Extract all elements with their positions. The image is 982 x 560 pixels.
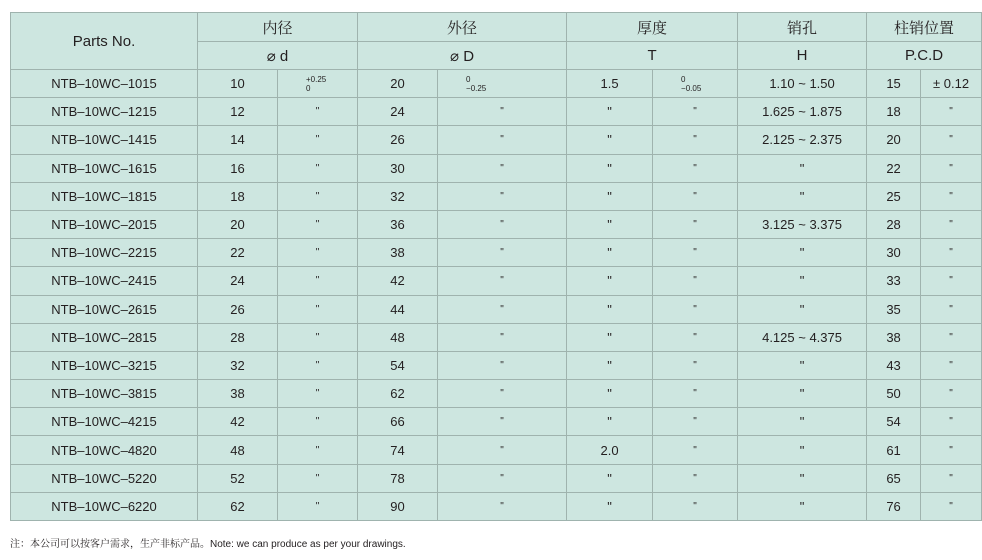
outer-diameter-cell: 90 <box>358 492 438 520</box>
table-row <box>11 182 982 210</box>
thickness-cell: 2.0 <box>567 436 653 464</box>
thickness-cell: " <box>567 98 653 126</box>
d-upper-tolerance: +0.25 <box>306 74 327 84</box>
thickness-cell: " <box>567 295 653 323</box>
inner-diameter-tolerance-cell: " <box>278 98 358 126</box>
pcd-cell: 54 <box>867 408 921 436</box>
d-lower-tolerance: 0 <box>306 83 311 93</box>
table-row <box>11 98 982 126</box>
thickness-tolerance-cell: " <box>653 492 738 520</box>
pcd-cell: 35 <box>867 295 921 323</box>
inner-diameter-tolerance-cell: " <box>278 408 358 436</box>
pcd-tolerance-cell: " <box>921 126 982 154</box>
pcd-tolerance-cell: " <box>921 492 982 520</box>
thickness-tolerance-cell: " <box>653 408 738 436</box>
pin-hole-cell: 2.125 ~ 2.375 <box>738 126 867 154</box>
pin-position-header: 柱销位置 <box>867 13 982 42</box>
inner-diameter-tolerance-cell: " <box>278 295 358 323</box>
table-row <box>11 464 982 492</box>
pcd-cell: 43 <box>867 351 921 379</box>
thickness-cell: " <box>567 464 653 492</box>
thickness-cell: " <box>567 380 653 408</box>
outer-diameter-cell: 44 <box>358 295 438 323</box>
pin-hole-cell: " <box>738 380 867 408</box>
table-row <box>11 267 982 295</box>
outer-diameter-tolerance-cell: " <box>438 351 567 379</box>
thickness-tolerance-cell: " <box>653 323 738 351</box>
thickness-cell: " <box>567 210 653 238</box>
outer-diameter-tolerance-cell: " <box>438 154 567 182</box>
outer-diameter-cell: 32 <box>358 182 438 210</box>
part-number-cell: NTB–10WC–6220 <box>11 492 198 520</box>
inner-diameter-header: 内径 <box>198 13 358 42</box>
outer-diameter-tolerance-cell: " <box>438 182 567 210</box>
outer-diameter-cell: 20 <box>358 70 438 98</box>
pcd-cell: 76 <box>867 492 921 520</box>
pcd-symbol: P.C.D <box>867 42 982 70</box>
outer-diameter-cell: 26 <box>358 126 438 154</box>
inner-diameter-cell: 14 <box>198 126 278 154</box>
outer-diameter-tolerance-cell: " <box>438 210 567 238</box>
pin-hole-cell: " <box>738 492 867 520</box>
thickness-header: 厚度 <box>567 13 738 42</box>
thickness-tolerance-cell: " <box>653 464 738 492</box>
pin-hole-cell: " <box>738 295 867 323</box>
pin-hole-cell: " <box>738 182 867 210</box>
T-lower-tolerance: −0.05 <box>681 83 702 93</box>
thickness-tolerance-cell: " <box>653 126 738 154</box>
table-row <box>11 380 982 408</box>
T-upper-tolerance: 0 <box>681 74 686 84</box>
inner-diameter-cell: 42 <box>198 408 278 436</box>
pcd-cell: 61 <box>867 436 921 464</box>
thickness-tolerance-cell: " <box>653 182 738 210</box>
D-lower-tolerance: −0.25 <box>466 83 487 93</box>
pin-hole-symbol: H <box>738 42 867 70</box>
spec-table <box>10 12 982 521</box>
inner-diameter-tolerance-cell: " <box>278 380 358 408</box>
outer-diameter-tolerance-cell: " <box>438 464 567 492</box>
thickness-tolerance-cell: " <box>653 267 738 295</box>
table-row <box>11 351 982 379</box>
D-upper-tolerance: 0 <box>466 74 471 84</box>
table-row <box>11 492 982 520</box>
pin-hole-cell: " <box>738 436 867 464</box>
outer-diameter-cell: 42 <box>358 267 438 295</box>
footnote: 注：本公司可以按客户需求，生产非标产品。Note: we can produce as per your drawings. <box>10 539 406 550</box>
inner-diameter-tolerance-cell: " <box>278 126 358 154</box>
outer-diameter-tolerance-cell: " <box>438 380 567 408</box>
pcd-cell: 28 <box>867 210 921 238</box>
outer-diameter-tolerance-cell: " <box>438 267 567 295</box>
inner-diameter-tolerance-cell: " <box>278 492 358 520</box>
inner-diameter-tolerance-cell: " <box>278 351 358 379</box>
inner-diameter-cell: 22 <box>198 239 278 267</box>
part-number-cell: NTB–10WC–2415 <box>11 267 198 295</box>
inner-diameter-tolerance-cell: " <box>278 436 358 464</box>
table-row <box>11 70 982 98</box>
inner-diameter-cell: 16 <box>198 154 278 182</box>
table-row <box>11 408 982 436</box>
inner-diameter-tolerance-cell: " <box>278 239 358 267</box>
outer-diameter-tolerance-cell: " <box>438 295 567 323</box>
outer-diameter-tolerance-cell: " <box>438 98 567 126</box>
outer-diameter-cell: 66 <box>358 408 438 436</box>
table-row <box>11 295 982 323</box>
pin-hole-cell: " <box>738 239 867 267</box>
part-number-cell: NTB–10WC–2615 <box>11 295 198 323</box>
inner-diameter-tolerance-cell: " <box>278 323 358 351</box>
pin-hole-cell: " <box>738 154 867 182</box>
outer-diameter-cell: 36 <box>358 210 438 238</box>
thickness-cell: " <box>567 126 653 154</box>
inner-diameter-cell: 26 <box>198 295 278 323</box>
pcd-tolerance-cell: " <box>921 408 982 436</box>
table-row <box>11 323 982 351</box>
parts-no-header: Parts No. <box>11 13 198 70</box>
part-number-cell: NTB–10WC–4820 <box>11 436 198 464</box>
thickness-tolerance-cell <box>653 70 738 98</box>
thickness-cell: " <box>567 182 653 210</box>
part-number-cell: NTB–10WC–1815 <box>11 182 198 210</box>
pcd-cell: 22 <box>867 154 921 182</box>
inner-diameter-tolerance-cell: " <box>278 464 358 492</box>
pcd-cell: 50 <box>867 380 921 408</box>
header-row-titles <box>11 13 982 42</box>
inner-diameter-cell: 48 <box>198 436 278 464</box>
inner-diameter-cell: 10 <box>198 70 278 98</box>
pcd-cell: 30 <box>867 239 921 267</box>
part-number-cell: NTB–10WC–2215 <box>11 239 198 267</box>
pcd-cell: 38 <box>867 323 921 351</box>
thickness-cell: " <box>567 351 653 379</box>
table-row <box>11 436 982 464</box>
inner-diameter-cell: 20 <box>198 210 278 238</box>
pcd-tolerance-cell: " <box>921 380 982 408</box>
pin-hole-cell: " <box>738 464 867 492</box>
pcd-cell: 20 <box>867 126 921 154</box>
thickness-symbol: T <box>567 42 738 70</box>
thickness-cell: " <box>567 492 653 520</box>
thickness-tolerance-cell: " <box>653 98 738 126</box>
thickness-tolerance-cell: " <box>653 436 738 464</box>
thickness-tolerance-cell: " <box>653 210 738 238</box>
outer-diameter-cell: 74 <box>358 436 438 464</box>
pin-hole-cell: " <box>738 408 867 436</box>
thickness-tolerance-cell: " <box>653 380 738 408</box>
thickness-tolerance-cell: " <box>653 351 738 379</box>
pcd-tolerance-cell: " <box>921 182 982 210</box>
part-number-cell: NTB–10WC–3215 <box>11 351 198 379</box>
pin-hole-cell: 1.10 ~ 1.50 <box>738 70 867 98</box>
part-number-cell: NTB–10WC–5220 <box>11 464 198 492</box>
pcd-tolerance-cell: ± 0.12 <box>921 70 982 98</box>
thickness-cell: " <box>567 239 653 267</box>
pcd-tolerance-cell: " <box>921 154 982 182</box>
inner-diameter-cell: 18 <box>198 182 278 210</box>
thickness-cell: " <box>567 267 653 295</box>
pcd-tolerance-cell: " <box>921 267 982 295</box>
pin-hole-cell: 1.625 ~ 1.875 <box>738 98 867 126</box>
inner-diameter-cell: 62 <box>198 492 278 520</box>
outer-diameter-tolerance-cell: " <box>438 436 567 464</box>
outer-diameter-tolerance-cell <box>438 70 567 98</box>
inner-diameter-cell: 12 <box>198 98 278 126</box>
thickness-cell: 1.5 <box>567 70 653 98</box>
pin-hole-cell: " <box>738 267 867 295</box>
outer-diameter-cell: 48 <box>358 323 438 351</box>
pcd-tolerance-cell: " <box>921 323 982 351</box>
outer-diameter-cell: 24 <box>358 98 438 126</box>
inner-diameter-cell: 28 <box>198 323 278 351</box>
pcd-tolerance-cell: " <box>921 351 982 379</box>
inner-diameter-cell: 52 <box>198 464 278 492</box>
table-row <box>11 126 982 154</box>
pcd-tolerance-cell: " <box>921 239 982 267</box>
inner-diameter-tolerance-cell: " <box>278 267 358 295</box>
pin-hole-header: 销孔 <box>738 13 867 42</box>
pcd-cell: 25 <box>867 182 921 210</box>
outer-diameter-tolerance-cell: " <box>438 126 567 154</box>
table-row <box>11 239 982 267</box>
outer-diameter-cell: 30 <box>358 154 438 182</box>
pcd-tolerance-cell: " <box>921 436 982 464</box>
part-number-cell: NTB–10WC–4215 <box>11 408 198 436</box>
outer-diameter-tolerance-cell: " <box>438 323 567 351</box>
part-number-cell: NTB–10WC–2015 <box>11 210 198 238</box>
inner-diameter-cell: 24 <box>198 267 278 295</box>
outer-diameter-cell: 62 <box>358 380 438 408</box>
inner-diameter-tolerance-cell: " <box>278 210 358 238</box>
outer-diameter-cell: 38 <box>358 239 438 267</box>
pcd-cell: 33 <box>867 267 921 295</box>
part-number-cell: NTB–10WC–2815 <box>11 323 198 351</box>
thickness-tolerance-cell: " <box>653 154 738 182</box>
part-number-cell: NTB–10WC–1215 <box>11 98 198 126</box>
thickness-tolerance-cell: " <box>653 295 738 323</box>
table-row <box>11 210 982 238</box>
outer-diameter-tolerance-cell: " <box>438 239 567 267</box>
pcd-cell: 15 <box>867 70 921 98</box>
outer-diameter-symbol: ⌀ D <box>358 42 567 70</box>
pcd-tolerance-cell: " <box>921 464 982 492</box>
outer-diameter-tolerance-cell: " <box>438 492 567 520</box>
inner-diameter-tolerance-cell: " <box>278 182 358 210</box>
pcd-cell: 65 <box>867 464 921 492</box>
inner-diameter-tolerance-cell <box>278 70 358 98</box>
outer-diameter-cell: 78 <box>358 464 438 492</box>
pcd-tolerance-cell: " <box>921 295 982 323</box>
pin-hole-cell: " <box>738 351 867 379</box>
part-number-cell: NTB–10WC–1015 <box>11 70 198 98</box>
pcd-cell: 18 <box>867 98 921 126</box>
inner-diameter-cell: 32 <box>198 351 278 379</box>
inner-diameter-tolerance-cell: " <box>278 154 358 182</box>
thickness-tolerance-cell: " <box>653 239 738 267</box>
outer-diameter-header: 外径 <box>358 13 567 42</box>
thickness-cell: " <box>567 154 653 182</box>
thickness-cell: " <box>567 323 653 351</box>
part-number-cell: NTB–10WC–1615 <box>11 154 198 182</box>
part-number-cell: NTB–10WC–1415 <box>11 126 198 154</box>
inner-diameter-cell: 38 <box>198 380 278 408</box>
part-number-cell: NTB–10WC–3815 <box>11 380 198 408</box>
outer-diameter-cell: 54 <box>358 351 438 379</box>
outer-diameter-tolerance-cell: " <box>438 408 567 436</box>
pcd-tolerance-cell: " <box>921 98 982 126</box>
spec-table-container <box>10 12 970 521</box>
pin-hole-cell: 4.125 ~ 4.375 <box>738 323 867 351</box>
table-row <box>11 154 982 182</box>
thickness-cell: " <box>567 408 653 436</box>
pin-hole-cell: 3.125 ~ 3.375 <box>738 210 867 238</box>
pcd-tolerance-cell: " <box>921 210 982 238</box>
inner-diameter-symbol: ⌀ d <box>198 42 358 70</box>
